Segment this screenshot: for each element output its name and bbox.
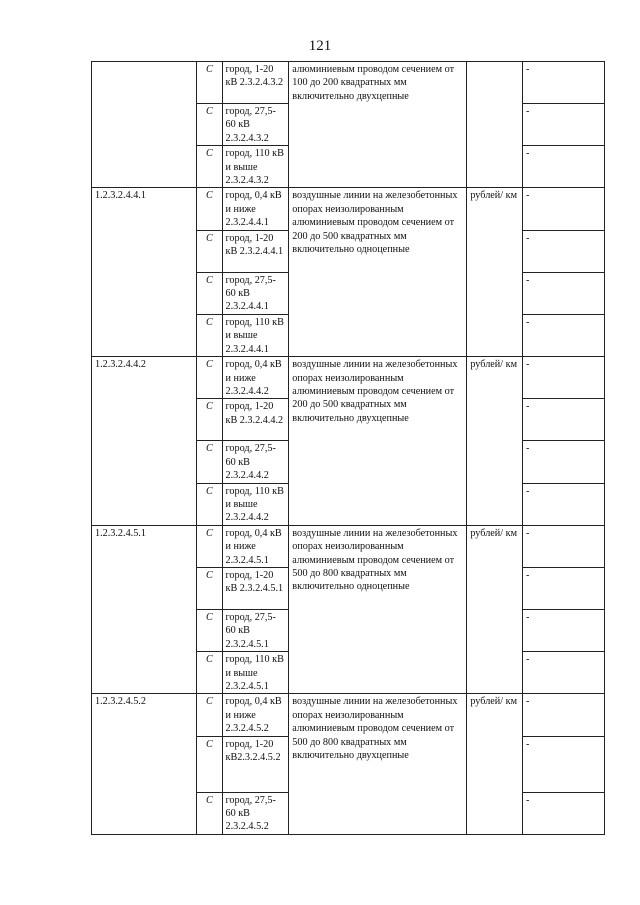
voltage-level: город, 1-20 кВ 2.3.2.4.4.2 bbox=[222, 399, 289, 441]
unit: рублей/ км bbox=[467, 357, 523, 526]
voltage-level: город, 0,4 кВ и ниже 2.3.2.4.5.1 bbox=[222, 525, 289, 567]
row-letter: С bbox=[197, 357, 222, 399]
rate-value: - bbox=[522, 441, 604, 483]
voltage-level: город, 0,4 кВ и ниже 2.3.2.4.5.2 bbox=[222, 694, 289, 736]
line-description: воздушные линии на железобетонных опорах неизолированным алюминиевым проводом сечением от 500 до 800 квадратных мм включительно двухцепные bbox=[289, 694, 467, 834]
voltage-level: город, 1-20 кВ2.3.2.4.5.2 bbox=[222, 736, 289, 792]
row-letter: С bbox=[197, 609, 222, 651]
line-description: воздушные линии на железобетонных опорах неизолированным алюминиевым проводом сечением от 200 до 500 квадратных мм включительно двухцепные bbox=[289, 357, 467, 526]
rate-value: - bbox=[522, 314, 604, 356]
row-code: 1.2.3.2.4.4.1 bbox=[92, 188, 197, 357]
page-number: 121 bbox=[308, 38, 332, 54]
row-letter: С bbox=[197, 104, 222, 146]
rate-value: - bbox=[522, 483, 604, 525]
rate-value: - bbox=[522, 694, 604, 736]
voltage-level: город, 27,5-60 кВ 2.3.2.4.4.2 bbox=[222, 441, 289, 483]
rate-value: - bbox=[522, 652, 604, 694]
rate-value: - bbox=[522, 104, 604, 146]
rate-value: - bbox=[522, 357, 604, 399]
voltage-level: город, 27,5-60 кВ 2.3.2.4.5.2 bbox=[222, 792, 289, 834]
row-code: 1.2.3.2.4.5.1 bbox=[92, 525, 197, 694]
rate-value: - bbox=[522, 230, 604, 272]
rate-value: - bbox=[522, 399, 604, 441]
voltage-level: город, 1-20 кВ 2.3.2.4.5.1 bbox=[222, 567, 289, 609]
rate-value: - bbox=[522, 188, 604, 230]
unit: рублей/ км bbox=[467, 694, 523, 834]
row-letter: С bbox=[197, 399, 222, 441]
row-code: 1.2.3.2.4.5.2 bbox=[92, 694, 197, 834]
voltage-level: город, 0,4 кВ и ниже 2.3.2.4.4.2 bbox=[222, 357, 289, 399]
row-letter: С bbox=[197, 230, 222, 272]
row-letter: С bbox=[197, 483, 222, 525]
unit: рублей/ км bbox=[467, 525, 523, 694]
voltage-level: город, 27,5-60 кВ 2.3.2.4.3.2 bbox=[222, 104, 289, 146]
voltage-level: город, 1-20 кВ 2.3.2.4.3.2 bbox=[222, 62, 289, 104]
row-letter: С bbox=[197, 314, 222, 356]
table-row bbox=[92, 62, 605, 104]
row-code bbox=[92, 62, 197, 188]
row-code: 1.2.3.2.4.4.2 bbox=[92, 357, 197, 526]
rate-value: - bbox=[522, 567, 604, 609]
row-letter: С bbox=[197, 441, 222, 483]
row-letter: С bbox=[197, 792, 222, 834]
rate-value: - bbox=[522, 792, 604, 834]
voltage-level: город, 110 кВ и выше 2.3.2.4.4.2 bbox=[222, 483, 289, 525]
voltage-level: город, 27,5-60 кВ 2.3.2.4.4.1 bbox=[222, 272, 289, 314]
voltage-level: город, 110 кВ и выше 2.3.2.4.4.1 bbox=[222, 314, 289, 356]
rate-value: - bbox=[522, 525, 604, 567]
row-letter: С bbox=[197, 567, 222, 609]
voltage-level: город, 110 кВ и выше 2.3.2.4.3.2 bbox=[222, 146, 289, 188]
row-letter: С bbox=[197, 736, 222, 792]
table-row bbox=[92, 188, 605, 230]
row-letter: С bbox=[197, 272, 222, 314]
rate-value: - bbox=[522, 609, 604, 651]
line-description: воздушные линии на железобетонных опорах неизолированным алюминиевым проводом сечением от 500 до 800 квадратных мм включительно одноцепные bbox=[289, 525, 467, 694]
voltage-level: город, 0,4 кВ и ниже 2.3.2.4.4.1 bbox=[222, 188, 289, 230]
tariff-table bbox=[91, 61, 605, 835]
voltage-level: город, 27,5-60 кВ 2.3.2.4.5.1 bbox=[222, 609, 289, 651]
table-row bbox=[92, 694, 605, 736]
unit bbox=[467, 62, 523, 188]
voltage-level: город, 1-20 кВ 2.3.2.4.4.1 bbox=[222, 230, 289, 272]
rate-value: - bbox=[522, 736, 604, 792]
row-letter: С bbox=[197, 694, 222, 736]
row-letter: С bbox=[197, 62, 222, 104]
row-letter: С bbox=[197, 525, 222, 567]
row-letter: С bbox=[197, 652, 222, 694]
rate-value: - bbox=[522, 146, 604, 188]
rate-value: - bbox=[522, 272, 604, 314]
line-description: алюминиевым проводом сечением от 100 до 200 квадратных мм включительно двухцепные bbox=[289, 62, 467, 188]
voltage-level: город, 110 кВ и выше 2.3.2.4.5.1 bbox=[222, 652, 289, 694]
row-letter: С bbox=[197, 146, 222, 188]
unit: рублей/ км bbox=[467, 188, 523, 357]
rate-value: - bbox=[522, 62, 604, 104]
table-row bbox=[92, 525, 605, 567]
table-row bbox=[92, 357, 605, 399]
line-description: воздушные линии на железобетонных опорах неизолированным алюминиевым проводом сечением от 200 до 500 квадратных мм включительно одноцепные bbox=[289, 188, 467, 357]
row-letter: С bbox=[197, 188, 222, 230]
